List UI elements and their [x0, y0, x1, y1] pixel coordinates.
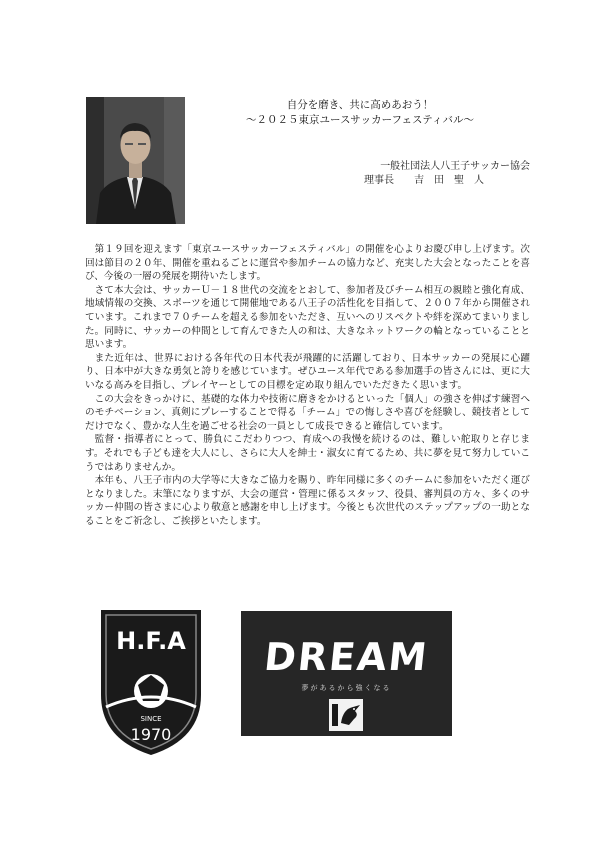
- message-body: [85, 243, 530, 528]
- page-title: 自分を磨き、共に高めあおう！: [286, 99, 434, 111]
- paragraph: また近年は、世界における各年代の日本代表が飛躍的に活躍しており、日本サッカーの発展に心躍り、日本中が大きな勇気と誇りを感じています。ぜひユース年代である参加選手の皆さんには、更に大いなる高みを目指し、プレイヤーとしての目標を定め取り組んでいただきたく思います。: [85, 352, 530, 391]
- hfa-letters: H.F.A: [116, 627, 186, 655]
- hfa-emblem-icon: [98, 607, 204, 757]
- author-name: 理事長 吉 田 聖 人: [364, 175, 484, 186]
- dream-tagline: 夢があるから強くなる: [301, 684, 392, 692]
- author-block: [340, 160, 530, 188]
- paragraph: 監督・指導者にとって、勝負にこだわりつつ、育成への我慢を続けるのは、難しい舵取りと存じます。それでも子ども達を大人にし、さらに大人を紳士・淑女に育てるため、共に夢を見て努力していこうではありませんか。: [85, 434, 530, 473]
- crow-emblem-icon: [329, 699, 363, 731]
- hfa-since: SINCE: [140, 715, 162, 723]
- paragraph: さて本大会は、サッカーＵ－１８世代の交流をとおして、参加者及びチーム相互の親睦と強化育成、地域情報の交換、スポーツを通じて開催地である八王子の活性化を目指して、２００７年から開催されています。これまで７０チームを超える参加をいただき、互いへのリスペクトや絆を深めてまいりました。同時に、サッカーの仲間として育んできた人の和は、大きなネットワークの輪となっていることと思います。: [85, 284, 530, 351]
- page-subtitle: ～２０２５東京ユースサッカーフェスティバル～: [246, 114, 474, 126]
- hfa-year: 1970: [130, 725, 172, 744]
- hfa-logo: [98, 607, 204, 757]
- paragraph: この大会をきっかけに、基礎的な体力や技術に磨きをかけるといった「個人」の強さを伸ばす練習へのモチベーション、真剣にプレーすることで得る「チーム」での悔しさや喜びを経験し、競技者としてだけでなく、豊かな人生を過ごせる社会の一員として成長できると確信しています。: [85, 393, 530, 432]
- author-organization: 一般社団法人八王子サッカー協会: [380, 161, 530, 172]
- paragraph: 本年も、八王子市内の大学等に大きなご協力を賜り、昨年同様に多くのチームに参加をいただく運びとなりました。末筆になりますが、大会の運営・管理に係るスタッフ、役員、審判員の方々、多くのサッカー仲間の皆さまに心より敬意と感謝を申し上げます。今後とも次世代のステップアップの一助となることをご祈念し、ご挨拶といたします。: [85, 475, 530, 527]
- portrait-image: [86, 97, 185, 224]
- title-block: [230, 98, 490, 128]
- portrait-photo: [86, 97, 185, 224]
- dream-word: DREAM: [262, 635, 431, 679]
- dream-logo: [241, 611, 452, 736]
- paragraph: 第１９回を迎えます「東京ユースサッカーフェスティバル」の開催を心よりお慶び申し上げます。次回は節目の２０年、開催を重ねるごとに運営や参加チームの協力など、充実した大会となったことを喜び、今後の一層の発展を期待いたします。: [85, 244, 530, 283]
